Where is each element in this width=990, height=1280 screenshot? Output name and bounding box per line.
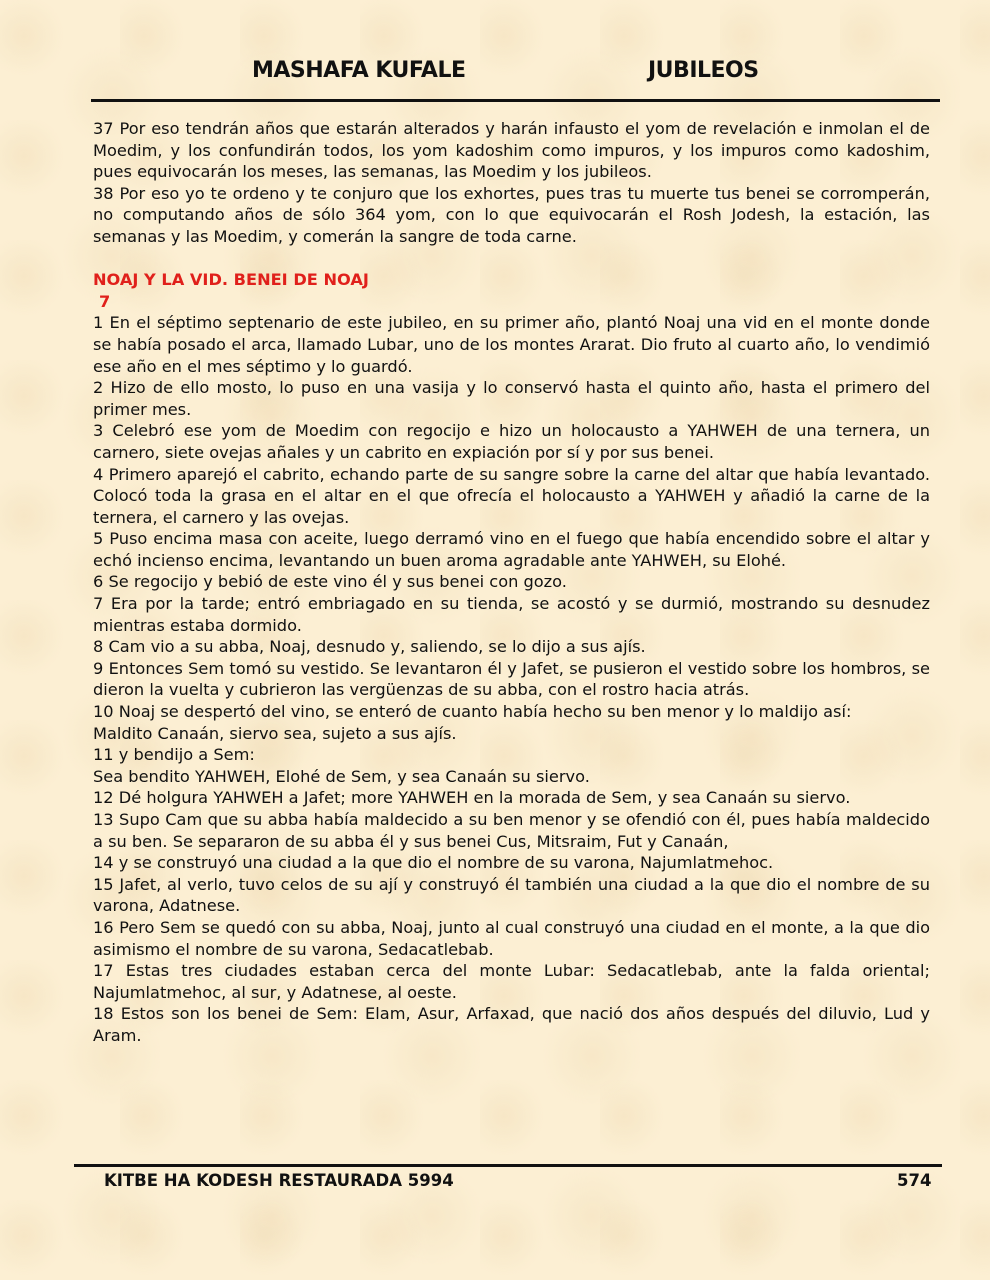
verse-paragraph: 18 Estos son los benei de Sem: Elam, Asur, Arfaxad, que nació dos años después del diluvio, Lud y Aram. xyxy=(93,1004,930,1045)
header-rule xyxy=(91,99,940,102)
verse-paragraph: 7 Era por la tarde; entró embriagado en su tienda, se acostó y se durmió, mostrando su desnudez mientras estaba dormido. xyxy=(93,594,930,635)
verse-paragraph: 13 Supo Cam que su abba había maldecido a su ben menor y se ofendió con él, pues había maldecido a su ben. Se separaron de su abba él y sus benei Cus, Mitsraim, Fut y Canaán, xyxy=(93,810,930,851)
verse-paragraph: 17 Estas tres ciudades estaban cerca del monte Lubar: Sedacatlebab, ante la falda oriental; Najumlatmehoc, al sur, y Adatnese, al oeste. xyxy=(93,961,930,1002)
verse-paragraph: 2 Hizo de ello mosto, lo puso en una vasija y lo conservó hasta el quinto año, hasta el primero del primer mes. xyxy=(93,378,930,419)
verse-paragraph: 3 Celebró ese yom de Moedim con regocijo e hizo un holocausto a YAHWEH de una ternera, un carnero, siete ovejas añales y un cabrito en expiación por sí y por sus benei. xyxy=(93,421,930,462)
verse-paragraph: Maldito Canaán, siervo sea, sujeto a sus ajís. xyxy=(93,723,457,743)
verse-paragraph: 37 Por eso tendrán años que estarán alterados y harán infausto el yom de revelación e inmolan el de Moedim, y los confundirán todos, los yom kadoshim como impuros, y los impuros como kadoshim, pues equivocarán los meses, las semanas, las Moedim y los jubileos. xyxy=(93,119,930,182)
chapter-number: 7 xyxy=(99,291,111,311)
verse-paragraph: 38 Por eso yo te ordeno y te conjuro que los exhortes, pues tras tu muerte tus benei se corromperán, no computando años de sólo 364 yom, con lo que equivocarán el Rosh Jodesh, la estación, las semanas y las Moedim, y comerán la sangre de toda carne. xyxy=(93,183,930,246)
verse-paragraph: 10 Noaj se despertó del vino, se enteró de cuanto había hecho su ben menor y lo maldijo así: xyxy=(93,702,852,722)
verse-paragraph: 12 Dé holgura YAHWEH a Jafet; more YAHWEH en la morada de Sem, y sea Canaán su siervo. xyxy=(93,788,851,808)
page-header xyxy=(0,58,990,92)
header-book-name: JUBILEOS xyxy=(648,58,759,83)
spacer xyxy=(93,248,930,270)
page-body xyxy=(93,118,930,1047)
footer-rule xyxy=(74,1164,942,1167)
verse-paragraph: 8 Cam vio a su abba, Noaj, desnudo y, saliendo, se lo dijo a sus ajís. xyxy=(93,637,646,657)
page-number: 574 xyxy=(897,1171,932,1190)
verse-paragraph: 5 Puso encima masa con aceite, luego derramó vino en el fuego que había encendido sobre el altar y echó incienso encima, levantando un buen aroma agradable ante YAHWEH, su Elohé. xyxy=(93,529,930,570)
verse-paragraph: 1 En el séptimo septenario de este jubileo, en su primer año, plantó Noaj una vid en el monte donde se había posado el arca, llamado Lubar, uno de los montes Ararat. Dio fruto al cuarto año, lo vendimió ese año en el mes séptimo y lo guardó. xyxy=(93,313,930,376)
section-heading: NOAJ Y LA VID. BENEI DE NOAJ xyxy=(93,270,369,290)
header-book-title: MASHAFA KUFALE xyxy=(252,58,466,83)
verse-paragraph: 11 y bendijo a Sem: xyxy=(93,745,255,765)
verse-paragraph: 6 Se regocijo y bebió de este vino él y sus benei con gozo. xyxy=(93,572,567,592)
verse-paragraph: 15 Jafet, al verlo, tuvo celos de su ají y construyó él también una ciudad a la que dio el nombre de su varona, Adatnese. xyxy=(93,874,930,916)
footer-title: KITBE HA KODESH RESTAURADA 5994 xyxy=(104,1171,454,1190)
verse-paragraph: 9 Entonces Sem tomó su vestido. Se levantaron él y Jafet, se pusieron el vestido sobre los hombros, se dieron la vuelta y cubrieron las vergüenzas de su abba, con el rostro hacia atrás. xyxy=(93,658,930,700)
verse-paragraph: 14 y se construyó una ciudad a la que dio el nombre de su varona, Najumlatmehoc. xyxy=(93,853,774,873)
verse-paragraph: Sea bendito YAHWEH, Elohé de Sem, y sea Canaán su siervo. xyxy=(93,766,590,786)
verse-paragraph: 16 Pero Sem se quedó con su abba, Noaj, junto al cual construyó una ciudad en el monte, a la que dio asimismo el nombre de su varona, Sedacatlebab. xyxy=(93,917,930,959)
verse-paragraph: 4 Primero aparejó el cabrito, echando parte de su sangre sobre la carne del altar que había levantado. Colocó toda la grasa en el altar en el que ofrecía el holocausto a YAHWEH y añadió la carne de la ternera, el carnero y las ovejas. xyxy=(93,464,930,527)
